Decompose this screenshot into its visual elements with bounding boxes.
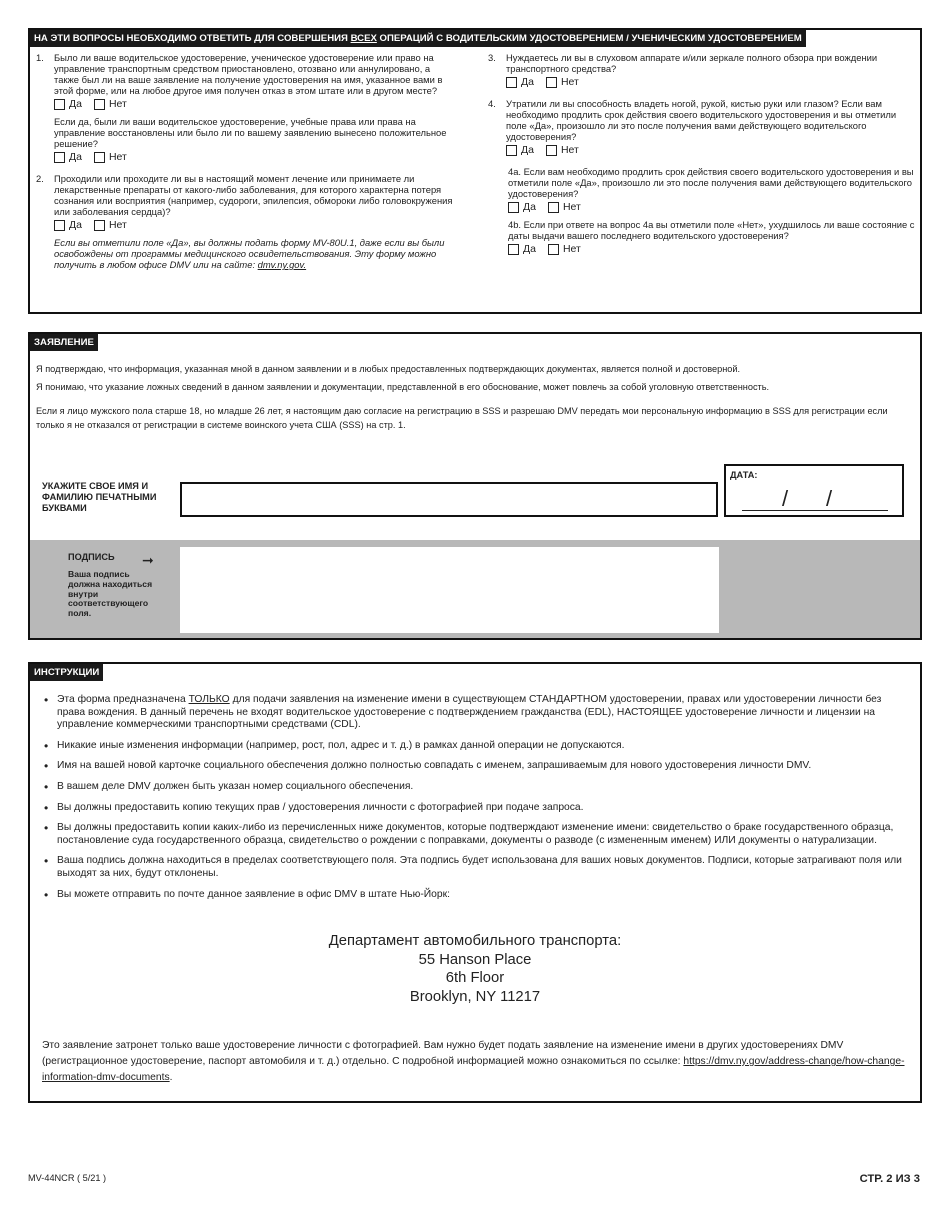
list-item: • Вы должны предоставить копии каких-либо из перечисленных ниже документов, которые подтверждают изменение имени: свидетельство о браке государственного образца, постановление суда государственного образца, свидетельство о рождении с поправками, документы о разводе (с измененным именем) ИЛИ документы о натурализации. <box>42 822 912 847</box>
no-label: Нет <box>560 144 579 156</box>
q2-no-checkbox[interactable] <box>94 220 105 231</box>
mailing-address <box>30 932 920 1006</box>
dmv-website-link[interactable]: dmv.ny.gov. <box>257 259 307 270</box>
list-item: • В вашем деле DMV должен быть указан номер социального обеспечения. <box>42 781 912 794</box>
question-3-text: Нуждаетесь ли вы в слуховом аппарате и/или зеркале полного обзора при вождении транспортного средства? <box>506 52 878 74</box>
instructions-footer-end: . <box>169 1072 173 1083</box>
statement-paragraph-3: Если я лицо мужского пола старше 18, но младше 26 лет, я настоящим даю согласие на регистрацию в SSS и разрешаю DMV передать мои персональную информацию в SSS для регистрации если только я не отказался от регистрации в системе воинского учета США (SSS) на стр. 1. <box>36 406 888 430</box>
print-name-label: УКАЖИТЕ СВОЕ ИМЯ И ФАМИЛИЮ ПЕЧАТНЫМИ БУКВАМИ <box>42 481 157 513</box>
instruction-1-emph: ТОЛЬКО <box>188 694 230 705</box>
yes-label: Да <box>521 144 534 156</box>
q4a-yes-checkbox[interactable] <box>508 202 519 213</box>
question-1-followup: Если да, были ли ваши водительское удостоверение, учебные права или права на управление восстановлены или было ли по вашему заявлению вынесено положительное решение? <box>54 116 447 149</box>
no-label: Нет <box>108 98 127 110</box>
signature-area <box>30 540 920 638</box>
question-1 <box>36 52 454 169</box>
questions-left-column <box>36 52 454 274</box>
signature-box[interactable] <box>180 547 719 633</box>
yes-label: Да <box>69 98 82 110</box>
q1-followup-yes-checkbox[interactable] <box>54 152 65 163</box>
address-line-2: 55 Hanson Place <box>418 951 532 968</box>
list-item: • Вы должны предоставить копию текущих прав / удостоверения личности с фотографией при подаче запроса. <box>42 802 912 815</box>
q1-yes-checkbox[interactable] <box>54 99 65 110</box>
address-line-1: Департамент автомобильного транспорта: <box>328 933 622 949</box>
statement-paragraph-1: Я подтверждаю, что информация, указанная мной в данном заявлении и в любых предоставленных подтверждающих документах, является полной и достоверной. <box>36 364 741 374</box>
statement-header: ЗАЯВЛЕНИЕ <box>30 334 98 351</box>
statement-paragraph-2: Я понимаю, что указание ложных сведений в данном заявлении и документации, представленной в его обоснование, может повлечь за собой уголовную ответственность. <box>36 382 770 392</box>
question-4a <box>488 166 918 213</box>
list-item: • Вы можете отправить по почте данное заявление в офис DMV в штате Нью-Йорк: <box>42 889 912 902</box>
yes-label: Да <box>523 201 536 213</box>
no-label: Нет <box>560 76 579 88</box>
question-1-answer <box>54 99 454 110</box>
arrow-right-icon: ➞ <box>142 552 154 568</box>
date-field[interactable] <box>724 464 904 517</box>
question-2-answer <box>54 220 454 231</box>
q4b-yes-checkbox[interactable] <box>508 244 519 255</box>
signature-note: Ваша подпись должна находиться внутри соответствующего поля. <box>68 569 153 619</box>
address-line-3: 6th Floor <box>445 970 505 986</box>
questions-right-column <box>488 52 918 261</box>
form-number: MV-44NCR ( 5/21 ) <box>28 1173 107 1183</box>
question-4a-answer <box>508 202 918 213</box>
instructions-list <box>42 694 912 909</box>
instructions-section <box>28 662 922 1103</box>
questions-header-pre: НА ЭТИ ВОПРОСЫ НЕОБХОДИМО ОТВЕТИТЬ ДЛЯ СОВЕРШЕНИЯ <box>34 33 351 44</box>
question-2-text: Проходили или проходите ли вы в настоящий момент лечение или принимаете ли лекарственные препараты от какого-либо заболевания, для которого характерна потеря сознания или восприятия (например, судороги, эпилепсия, обмороки либо головокружения или заболевания сердца)? <box>54 173 453 217</box>
q4b-no-checkbox[interactable] <box>548 244 559 255</box>
question-number: 4. <box>488 98 496 109</box>
q3-yes-checkbox[interactable] <box>506 77 517 88</box>
yes-label: Да <box>523 243 536 255</box>
no-label: Нет <box>108 151 127 163</box>
instructions-footer <box>42 1038 908 1086</box>
question-1-followup-answer <box>54 152 454 163</box>
question-number: 2. <box>36 173 44 184</box>
signature-label: ПОДПИСЬ <box>68 552 115 562</box>
list-item <box>42 694 912 732</box>
instruction-1-pre: Эта форма предназначена <box>57 694 189 705</box>
question-3 <box>488 52 918 94</box>
yes-label: Да <box>69 219 82 231</box>
q4-no-checkbox[interactable] <box>546 145 557 156</box>
print-name-input[interactable] <box>180 482 718 517</box>
q1-followup-no-checkbox[interactable] <box>94 152 105 163</box>
q1-no-checkbox[interactable] <box>94 99 105 110</box>
question-4b-text: 4b. Если при ответе на вопрос 4a вы отметили поле «Нет», ухудшилось ли ваше состояние с даты выдачи вашего последнего водительского удостоверения? <box>508 219 915 241</box>
dmv-documents-link[interactable]: https://dmv.ny.gov/address-change/how-change-information-dmv-documents <box>42 1056 905 1083</box>
date-label: ДАТА: <box>730 470 758 480</box>
question-4 <box>488 98 918 162</box>
question-3-answer <box>506 77 918 88</box>
list-item: • Никакие иные изменения информации (например, рост, пол, адрес и т. д.) в рамках данной операции не допускаются. <box>42 740 912 753</box>
date-separator: / <box>782 486 789 511</box>
instructions-footer-text: Это заявление затронет только ваше удостоверение личности с фотографией. Вам нужно будет подать заявление на изменение имени в других удостоверениях DMV (регистрационное удостоверение, паспорт автомобиля и т. д.) отдельно. С подробной информацией можно ознакомиться по ссылке: <box>42 1040 844 1067</box>
question-number: 1. <box>36 52 44 63</box>
questions-header <box>30 30 806 47</box>
no-label: Нет <box>562 201 581 213</box>
address-line-4: Brooklyn, NY 11217 <box>409 988 541 1005</box>
questions-section <box>28 28 922 314</box>
list-item: • Имя на вашей новой карточке социального обеспечения должно полностью совпадать с именем, запрашиваемым для нового удостоверения личности DMV. <box>42 760 912 773</box>
question-4b-answer <box>508 244 918 255</box>
question-1-text: Было ли ваше водительское удостоверение, ученическое удостоверение или право на управление транспортным средством приостановлено, отозвано или аннулировано, а также был ли на ваше заявление на получение удостоверения на имя, указанное вами в этой форме, или на любое другое имя получен отказ в этом штате или в другом месте? <box>54 52 443 96</box>
page-number: СТР. 2 ИЗ 3 <box>859 1173 920 1185</box>
question-2-note <box>54 237 454 270</box>
question-number: 3. <box>488 52 496 63</box>
no-label: Нет <box>108 219 127 231</box>
list-item: • Ваша подпись должна находиться в пределах соответствующего поля. Эта подпись будет использована для ваших новых документов. Подписи, которые затрагивают поля или выходят за них, будут отклонены. <box>42 855 912 880</box>
questions-header-emph: ВСЕХ <box>350 33 377 44</box>
question-2 <box>36 173 454 270</box>
no-label: Нет <box>562 243 581 255</box>
question-4-text: Утратили ли вы способность владеть ногой, рукой, кистью руки или глазом? Если вам необходимо продлить срок действия своего водительского удостоверения и вы отметили поле «Да», произошло ли это после получения вами действующего водительского удостоверения? <box>506 98 897 142</box>
statement-section <box>28 332 922 640</box>
question-2-note-text: Если вы отметили поле «Да», вы должны подать форму MV-80U.1, даже если вы были освобождены от программы медицинского освидетельствования. Эту форму можно получить в любом офисе DMV или на сайте: <box>54 237 445 270</box>
yes-label: Да <box>521 76 534 88</box>
question-4b <box>488 219 918 255</box>
q4-yes-checkbox[interactable] <box>506 145 517 156</box>
instruction-1-post: для подачи заявления на изменение имени в существующем СТАНДАРТНОМ удостоверении, правах или удостоверении личности без права вождения. В данный перечень не входят водительское удостоверение с подтверждением гражданства (EDL), НАСТОЯЩЕЕ удостоверение личности и лицензии на управление коммерческими транспортными средствами (CDL). <box>57 694 882 731</box>
date-separator: / <box>826 486 833 511</box>
q4a-no-checkbox[interactable] <box>548 202 559 213</box>
question-4a-text: 4a. Если вам необходимо продлить срок действия своего водительского удостоверения и вы отметили поле «Да», произошло ли это после получения вами действующего водительского удостоверения? <box>508 166 914 199</box>
questions-header-post: ОПЕРАЦИЙ С ВОДИТЕЛЬСКИМ УДОСТОВЕРЕНИЕМ / УЧЕНИЧЕСКИМ УДОСТОВЕРЕНИЕМ <box>376 33 802 44</box>
q2-yes-checkbox[interactable] <box>54 220 65 231</box>
yes-label: Да <box>69 151 82 163</box>
q3-no-checkbox[interactable] <box>546 77 557 88</box>
date-underline <box>742 510 888 511</box>
question-4-answer <box>506 145 918 156</box>
instructions-header: ИНСТРУКЦИИ <box>30 664 103 681</box>
